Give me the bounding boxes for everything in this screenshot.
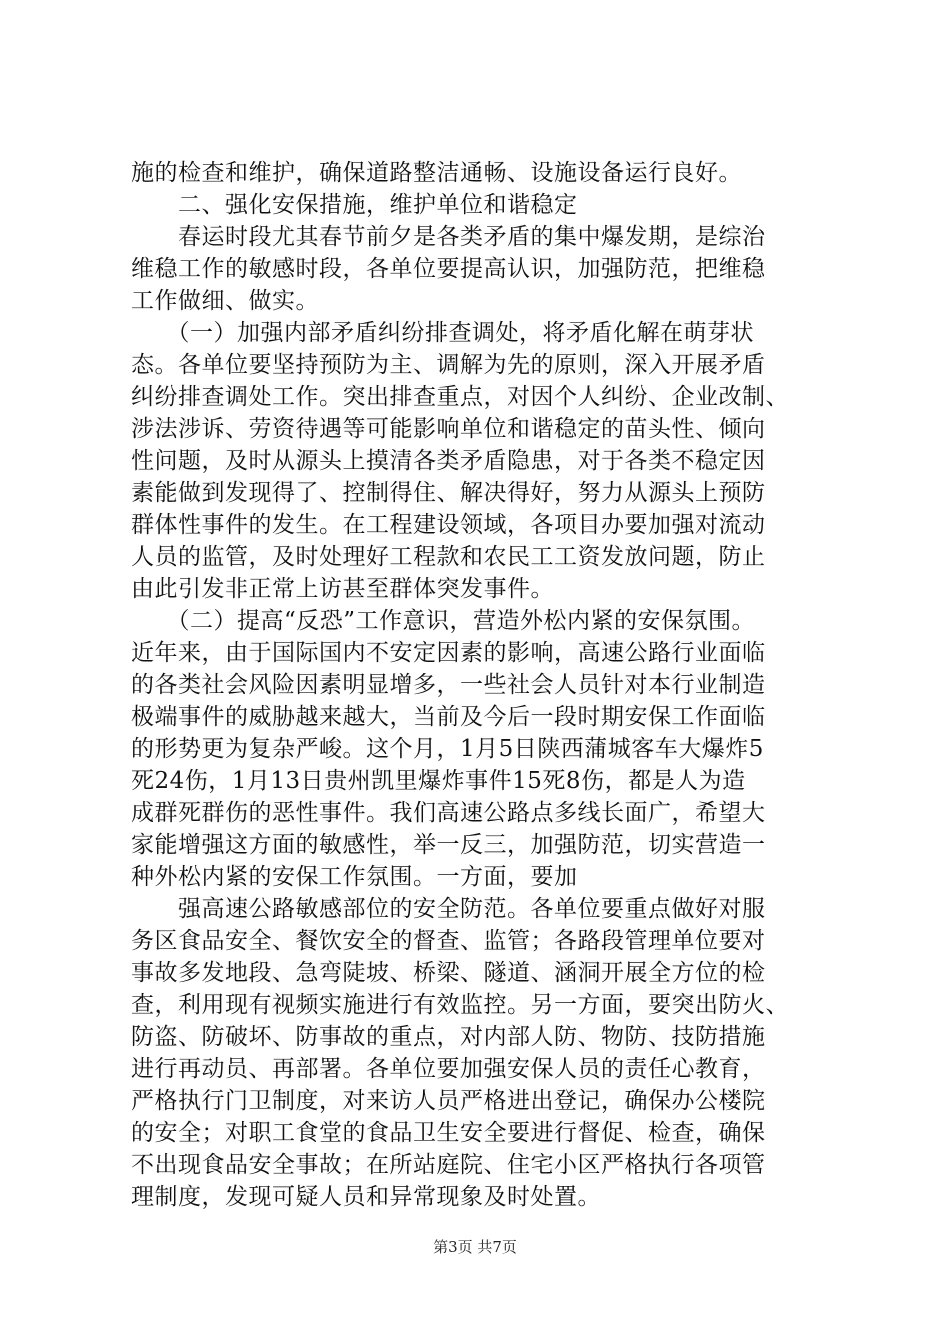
- section-heading: 二、强化安保措施，维护单位和谐稳定: [131, 192, 578, 218]
- text-line: 性问题，及时从源头上摸清各类矛盾隐患，对于各类不稳定因: [131, 448, 766, 474]
- text-line: 家能增强这方面的敏感性，举一反三，加强防范，切实营造一: [131, 832, 766, 858]
- text-line: 态。各单位要坚持预防为主、调解为先的原则，深入开展矛盾: [131, 352, 766, 378]
- text-line: 防盗、防破坏、防事故的重点，对内部人防、物防、技防措施: [131, 1024, 766, 1050]
- text-line: 维稳工作的敏感时段，各单位要提高认识，加强防范，把维稳: [131, 256, 766, 282]
- text-line: 工作做细、做实。: [131, 288, 319, 314]
- text-line: 事故多发地段、急弯陡坡、桥梁、隧道、涵洞开展全方位的检: [131, 960, 766, 986]
- text-line: 极端事件的威胁越来越大，当前及今后一段时期安保工作面临: [131, 704, 766, 730]
- text-line: 施的检查和维护，确保道路整洁通畅、设施设备运行良好。: [131, 160, 742, 186]
- text-line: 人员的监管，及时处理好工程款和农民工工资发放问题，防止: [131, 544, 766, 570]
- text-line: 由此引发非正常上访甚至群体突发事件。: [131, 576, 554, 602]
- text-line: 群体性事件的发生。在工程建设领域，各项目办要加强对流动: [131, 512, 766, 538]
- text-line: 的各类社会风险因素明显增多，一些社会人员针对本行业制造: [131, 672, 766, 698]
- text-line: 进行再动员、再部署。各单位要加强安保人员的责任心教育，: [131, 1056, 766, 1082]
- document-body: [131, 157, 831, 1213]
- subsection-line: （一）加强内部矛盾纠纷排查调处，将矛盾化解在萌芽状: [131, 320, 754, 346]
- text-line: 死24伤，1月13日贵州凯里爆炸事件15死8伤，都是人为造: [131, 768, 746, 794]
- text-line: 理制度，发现可疑人员和异常现象及时处置。: [131, 1184, 601, 1210]
- text-line: 近年来，由于国际国内不安定因素的影响，高速公路行业面临: [131, 640, 766, 666]
- page-number-footer: 第3页 共7页: [433, 1238, 517, 1256]
- text-line: 务区食品安全、餐饮安全的督查、监管；各路段管理单位要对: [131, 928, 766, 954]
- subsection-line: （二）提高“反恐”工作意识，营造外松内紧的安保氛围。: [131, 608, 756, 634]
- text-line: 的形势更为复杂严峻。这个月，1月5日陕西蒲城客车大爆炸5: [131, 736, 764, 762]
- text-line: 不出现食品安全事故；在所站庭院、住宅小区严格执行各项管: [131, 1152, 766, 1178]
- text-line: 种外松内紧的安保工作氛围。一方面，要加: [131, 864, 578, 890]
- text-line: 查，利用现有视频实施进行有效监控。另一方面，要突出防火、: [131, 992, 789, 1018]
- text-line: 严格执行门卫制度，对来访人员严格进出登记，确保办公楼院: [131, 1088, 766, 1114]
- text-line: 强高速公路敏感部位的安全防范。各单位要重点做好对服: [131, 896, 766, 922]
- text-line: 素能做到发现得了、控制得住、解决得好，努力从源头上预防: [131, 480, 766, 506]
- text-line: 涉法涉诉、劳资待遇等可能影响单位和谐稳定的苗头性、倾向: [131, 416, 766, 442]
- text-line: 纠纷排查调处工作。突出排查重点，对因个人纠纷、企业改制、: [131, 384, 789, 410]
- text-line: 春运时段尤其春节前夕是各类矛盾的集中爆发期，是综治: [131, 224, 766, 250]
- text-line: 成群死群伤的恶性事件。我们高速公路点多线长面广，希望大: [131, 800, 766, 826]
- text-line: 的安全；对职工食堂的食品卫生安全要进行督促、检查，确保: [131, 1120, 766, 1146]
